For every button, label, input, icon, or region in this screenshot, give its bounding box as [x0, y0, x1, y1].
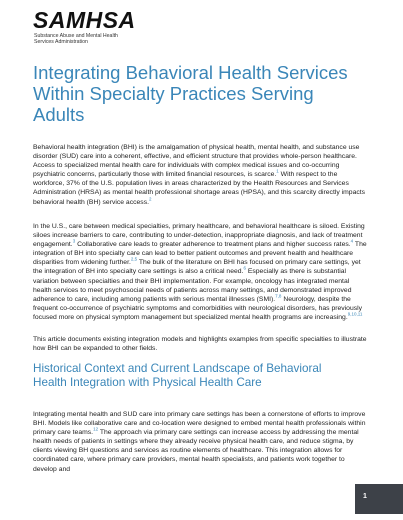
- page-number: 1: [363, 493, 367, 500]
- silo-text-d: The bulk of the literature on BHI has focused on primary care settings, yet the integration of BH into specialty care settings is also a critical need.: [33, 259, 361, 276]
- intro-paragraph: [33, 143, 369, 207]
- history-paragraph: [33, 410, 369, 474]
- title-line-1: Integrating Behavioral Health Services: [33, 62, 348, 83]
- citation-ref[interactable]: 6: [243, 266, 246, 272]
- silo-text-e: Especially as there is substantial variation between specialties and their BHI implementation. For example, oncology has integrated mental health services to meet psychosocial needs of patients across many settings, and demonstrated improved adherence to care, including among patients with serious mental illnesses (SMI).: [33, 268, 352, 303]
- silo-paragraph: [33, 222, 369, 322]
- logo-subtitle-line2: Services Administration: [34, 39, 88, 45]
- intro-text-b: With respect to the workforce, 37% of the U.S. population lives in areas characterized by the Health Resources and Services Administration (HRSA) as mental health professional shortage areas (HPSA), and this scarcity directly impacts behavioral health (BH) service access.: [33, 171, 366, 206]
- title-line-2: Within Specialty Practices Serving: [33, 83, 314, 104]
- section-heading: [33, 362, 363, 390]
- silo-text-a: In the U.S., care between medical specialties, primary healthcare, and behavioral healthcare is siloed. Existing siloes increase barriers to care, contributing to under-detection, inappropriate diagnosis, and lack of treatment engagement.: [33, 223, 365, 249]
- silo-text-b: Collaborative care leads to greater adherence to treatment plans and higher success rates.: [75, 241, 351, 249]
- citation-ref[interactable]: 4: [350, 238, 354, 244]
- logo-subtitle: [34, 33, 136, 45]
- section-heading-line-2: Health Integration with Physical Health Care: [33, 376, 262, 389]
- silo-text-c: The integration of BH into specialty care can lead to better patient outcomes and prevent health and healthcare disparities from widening further.: [33, 241, 367, 267]
- title-line-3: Adults: [33, 104, 85, 125]
- citation-ref[interactable]: 9,10,11: [347, 311, 363, 317]
- citation-ref[interactable]: 2: [148, 196, 152, 202]
- logo-wordmark: SAMHSA: [33, 7, 136, 33]
- silo-text-f: Neurology, despite the frequent co-occurrence of psychiatric symptoms and comorbidities with neurological disorders, has previously focused more on physical symptom management but specialized mental health programs are increasing.: [33, 295, 363, 321]
- citation-ref[interactable]: 12: [93, 426, 99, 432]
- page-title: [33, 62, 378, 125]
- logo-subtitle-line1: Substance Abuse and Mental Health: [34, 33, 118, 39]
- intro-text-a: Behavioral health integration (BHI) is the amalgamation of physical health, mental health, and substance use disorder (SUD) care into a coherent, effective, and efficient structure that provides whole-person healthcare. Access to specialized mental health care for individuals with complex medical issues and co-occurring psychiatric concerns, particularly those with limited financial resources, is scarce.: [33, 144, 360, 179]
- page-number-tab: [355, 484, 403, 514]
- history-text-a: Integrating mental health and SUD care into primary care settings has been a cornerstone of efforts to improve BHI. Models like collaborative care and co-location were designed to embed mental health professionals within primary care teams.: [33, 411, 366, 437]
- citation-ref[interactable]: 7,8: [275, 293, 282, 299]
- citation-ref[interactable]: 3: [72, 238, 76, 244]
- citation-ref[interactable]: 2,5: [130, 257, 138, 263]
- citation-ref[interactable]: 1: [276, 169, 279, 175]
- scope-paragraph: This article documents existing integration models and highlights examples from specific specialties to illustrate how BHI can be expanded to other fields.: [33, 336, 367, 353]
- section-heading-line-1: Historical Context and Current Landscape of Behavioral: [33, 362, 322, 375]
- samhsa-logo: [33, 8, 136, 45]
- history-text-b: The approach via primary care settings can increase access by addressing the mental health needs of patients in settings where they already receive physical health care, and reduce stigma, by clients viewing BH questions and services as routine elements of healthcare. This integration allows for coordinated care, where primary care providers, mental health specialists, and patients work together to develop and: [33, 429, 359, 473]
